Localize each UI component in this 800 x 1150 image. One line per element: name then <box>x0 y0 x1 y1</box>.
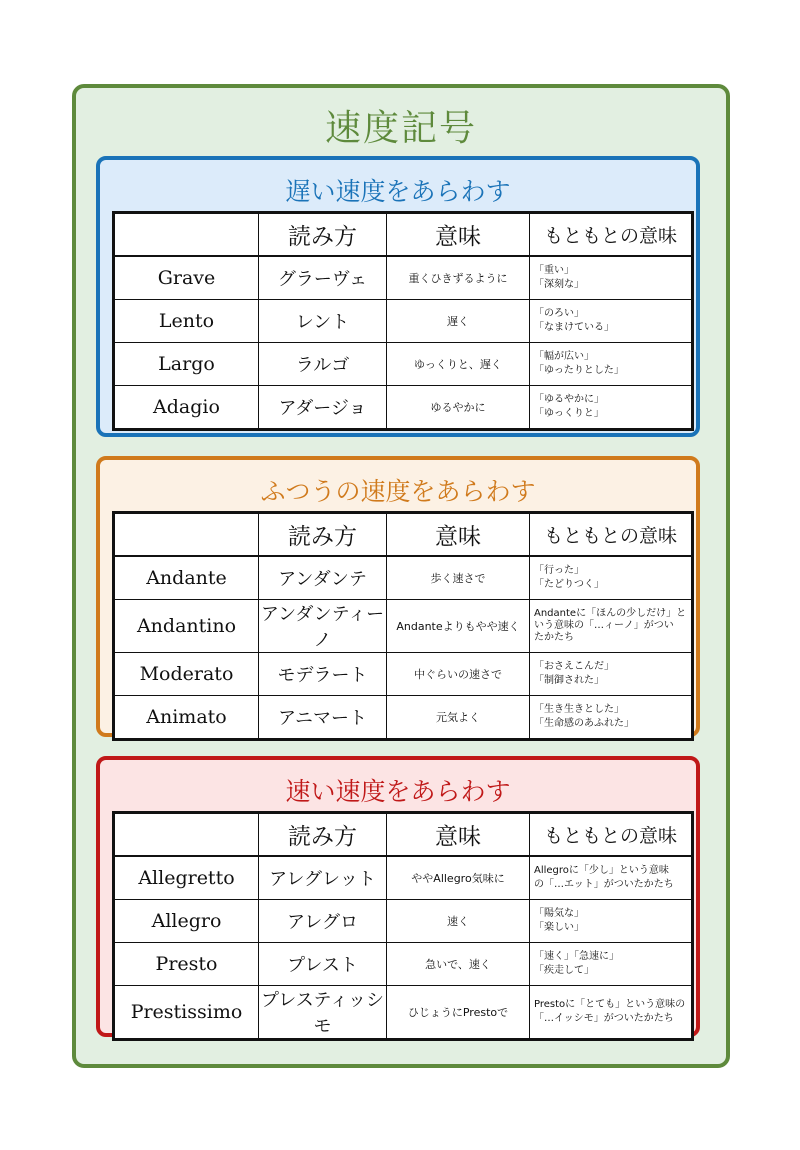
meaning-cell: Andanteよりもやや速く <box>387 600 530 653</box>
original-meaning-line: 「生命感のあふれた」 <box>534 718 634 729</box>
original-meaning-line: 「なまけている」 <box>534 322 614 333</box>
original-meaning-line: 「楽しい」 <box>534 922 584 933</box>
header-meaning: 意味 <box>387 213 530 257</box>
term-cell: Moderato <box>114 653 259 696</box>
term-cell: Allegro <box>114 900 259 943</box>
meaning-cell: 元気よく <box>387 696 530 740</box>
header-reading: 読み方 <box>259 213 387 257</box>
original-meaning-line: いう意味の「…ィーノ」がつい <box>534 620 674 631</box>
header-blank-cell <box>114 813 259 857</box>
table-row <box>114 600 693 653</box>
original-meaning-line: たかたち <box>534 632 574 643</box>
header-meaning: 意味 <box>387 513 530 557</box>
original-meaning-cell <box>530 556 693 600</box>
original-meaning-cell <box>530 386 693 430</box>
table-row <box>114 343 693 386</box>
reading-cell: アレグレット <box>259 856 387 900</box>
header-meaning: 意味 <box>387 813 530 857</box>
meaning-cell: ひじょうにPrestoで <box>387 986 530 1040</box>
reading-cell: アレグロ <box>259 900 387 943</box>
section-2 <box>96 456 700 737</box>
reading-cell: アダージョ <box>259 386 387 430</box>
original-meaning-line: 「…イッシモ」がついたかたち <box>534 1013 674 1024</box>
original-meaning-line: 「ゆるやかに」 <box>534 394 604 405</box>
term-cell: Lento <box>114 300 259 343</box>
term-cell: Allegretto <box>114 856 259 900</box>
table-row <box>114 856 693 900</box>
meaning-cell: ゆっくりと、遅く <box>387 343 530 386</box>
reading-cell: レント <box>259 300 387 343</box>
meaning-cell: ややAllegro気味に <box>387 856 530 900</box>
meaning-cell: 急いで、速く <box>387 943 530 986</box>
table-header-row <box>114 513 693 557</box>
reading-cell: ラルゴ <box>259 343 387 386</box>
header-original-meaning: もともとの意味 <box>530 213 693 257</box>
table-row <box>114 986 693 1040</box>
term-cell: Largo <box>114 343 259 386</box>
table-row <box>114 556 693 600</box>
original-meaning-line: 「制御された」 <box>534 675 604 686</box>
table-row <box>114 696 693 740</box>
original-meaning-line: 「疾走して」 <box>534 965 594 976</box>
original-meaning-cell <box>530 256 693 300</box>
reading-cell: モデラート <box>259 653 387 696</box>
original-meaning-line: 「幅が広い」 <box>534 351 594 362</box>
meaning-cell: ゆるやかに <box>387 386 530 430</box>
reading-cell: アンダンティーノ <box>259 600 387 653</box>
reading-cell: プレスティッシモ <box>259 986 387 1040</box>
table-row <box>114 900 693 943</box>
original-meaning-cell <box>530 900 693 943</box>
original-meaning-line: Allegroに「少し」という意味 <box>534 865 669 876</box>
original-meaning-cell <box>530 986 693 1040</box>
meaning-cell: 中ぐらいの速さで <box>387 653 530 696</box>
original-meaning-cell <box>530 696 693 740</box>
original-meaning-cell <box>530 856 693 900</box>
header-original-meaning: もともとの意味 <box>530 513 693 557</box>
reading-cell: アニマート <box>259 696 387 740</box>
page-title: 速度記号 <box>324 108 477 149</box>
original-meaning-line: 「たどりつく」 <box>534 579 604 590</box>
header-reading: 読み方 <box>259 813 387 857</box>
original-meaning-line: Prestoに「とても」という意味の <box>534 999 686 1010</box>
tempo-table <box>112 511 694 741</box>
header-blank-cell <box>114 213 259 257</box>
meaning-cell: 重くひきずるように <box>387 256 530 300</box>
original-meaning-line: 「陽気な」 <box>534 908 584 919</box>
section-1 <box>96 156 700 437</box>
original-meaning-line: 「生き生きとした」 <box>534 704 624 715</box>
original-meaning-cell <box>530 343 693 386</box>
tempo-table <box>112 211 694 431</box>
reading-cell: グラーヴェ <box>259 256 387 300</box>
original-meaning-line: 「速く」「急速に」 <box>534 951 619 962</box>
section-title: 遅い速度をあらわす <box>285 177 511 206</box>
header-original-meaning: もともとの意味 <box>530 813 693 857</box>
section-3 <box>96 756 700 1037</box>
term-cell: Prestissimo <box>114 986 259 1040</box>
speed-markings-card <box>72 84 730 1068</box>
table-row <box>114 943 693 986</box>
term-cell: Presto <box>114 943 259 986</box>
term-cell: Andante <box>114 556 259 600</box>
original-meaning-cell <box>530 600 693 653</box>
table-row <box>114 256 693 300</box>
original-meaning-cell <box>530 653 693 696</box>
header-blank-cell <box>114 513 259 557</box>
original-meaning-cell <box>530 300 693 343</box>
table-row <box>114 300 693 343</box>
tempo-table <box>112 811 694 1041</box>
original-meaning-line: 「のろい」 <box>534 308 584 319</box>
table-row <box>114 653 693 696</box>
original-meaning-line: Andanteに「ほんの少しだけ」と <box>534 608 687 619</box>
term-cell: Grave <box>114 256 259 300</box>
original-meaning-line: 「行った」 <box>534 565 584 576</box>
term-cell: Andantino <box>114 600 259 653</box>
original-meaning-line: 「ゆっくりと」 <box>534 408 604 419</box>
header-reading: 読み方 <box>259 513 387 557</box>
table-row <box>114 386 693 430</box>
section-title: ふつうの速度をあらわす <box>260 477 536 506</box>
reading-cell: プレスト <box>259 943 387 986</box>
term-cell: Adagio <box>114 386 259 430</box>
original-meaning-cell <box>530 943 693 986</box>
original-meaning-line: 「おさえこんだ」 <box>534 661 614 672</box>
table-header-row <box>114 213 693 257</box>
section-title: 速い速度をあらわす <box>285 777 511 806</box>
meaning-cell: 歩く速さで <box>387 556 530 600</box>
original-meaning-line: の「…エット」がついたかたち <box>534 879 674 890</box>
original-meaning-line: 「ゆったりとした」 <box>534 365 624 376</box>
original-meaning-line: 「重い」 <box>534 265 574 276</box>
term-cell: Animato <box>114 696 259 740</box>
reading-cell: アンダンテ <box>259 556 387 600</box>
original-meaning-line: 「深刻な」 <box>534 279 584 290</box>
meaning-cell: 遅く <box>387 300 530 343</box>
meaning-cell: 速く <box>387 900 530 943</box>
table-header-row <box>114 813 693 857</box>
